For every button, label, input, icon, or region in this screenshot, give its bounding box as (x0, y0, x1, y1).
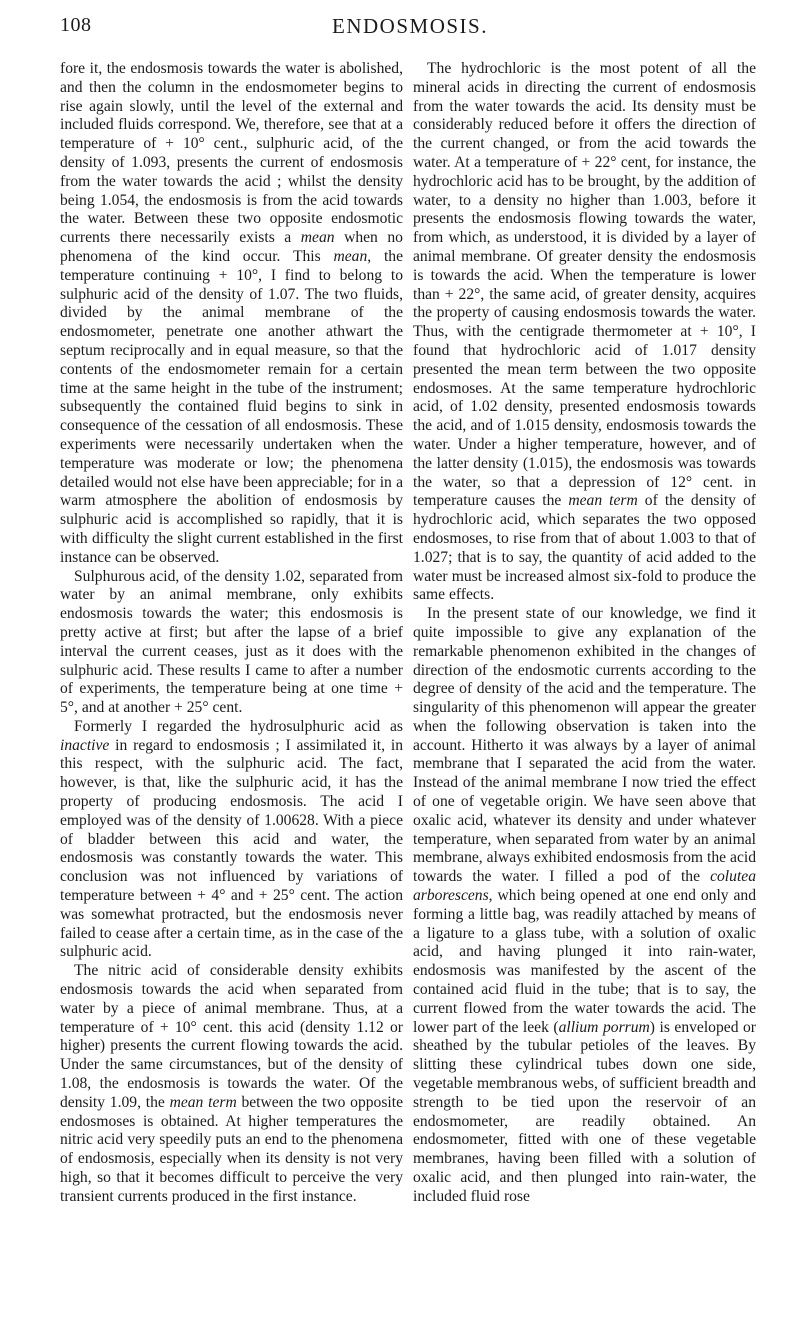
page-number: 108 (60, 14, 92, 36)
left-column (60, 60, 403, 1207)
running-head (60, 14, 760, 48)
paragraph: In the present state of our knowledge, we find it quite impossible to give any explanation of the remarkable phenomenon exhibited in the changes of direction of the endosmotic currents according to the degree of density of the acid and the temperature. The singularity of this phenomenon will appear the greater when the following observation is taken into the account. Hitherto it was always by a layer of animal membrane that I separated the acid from the water. Instead of the animal membrane I now tried the effect of one of vegetable origin. We have seen above that oxalic acid, whatever its density and under whatever temperature, when separated from water by an animal membrane, always exhibited endosmosis from the acid towards the water. I filled a pod of the colutea arborescens, which being opened at one end only and forming a little bag, was readily attached by means of a ligature to a glass tube, with a solution of oxalic acid, and having plunged it into rain-water, endosmosis was manifested by the ascent of the contained acid fluid in the tube; that is to say, the current flowed from the water towards the acid. The lower part of the leek (allium porrum) is enveloped or sheathed by the tubular petioles of the leaves. By slitting these cylindrical tubes down one side, vegetable membranous webs, of sufficient breadth and strength to be tied upon the reservoir of an endosmometer, are readily obtained. An endosmometer, fitted with one of these vegetable membranes, having been filled with a solution of oxalic acid, and then plunged into rain-water, the included fluid rose (413, 605, 757, 1205)
right-column (413, 60, 756, 1207)
paragraph: Sulphurous acid, of the density 1.02, separated from water by an animal membrane, only exhibits endosmosis towards the water; this endosmosis is pretty active at first; but after the lapse of a brief interval the current ceases, just as it does with the sulphuric acid. These results I came to after a number of experiments, the temperature being at one time + 5°, and at another + 25° cent. (60, 567, 403, 717)
paragraph: The nitric acid of considerable density exhibits endosmosis towards the acid when separated from water by a piece of animal membrane. Thus, at a temperature of + 10° cent. this acid (density 1.12 or higher) presents the current flowing towards the acid. Under the same circumstances, but of the density of 1.08, the endosmosis is towards the water. Of the density 1.09, the mean term between the two opposite endosmoses is obtained. At higher temperatures the nitric acid very speedily puts an end to the phenomena of endosmosis, especially when its density is not very high, so that it becomes difficult to perceive the very transient currents produced in the first instance. (60, 962, 403, 1205)
paragraph: fore it, the endosmosis towards the water is abolished, and then the column in the endosmometer begins to rise again slowly, until the level of the external and included fluids correspond. We, therefore, see that at a temperature of + 10° cent., sulphuric acid, of the density of 1.093, presents the current of endosmosis from the water towards the acid ; whilst the density being 1.054, the endosmosis is from the acid towards the water. Between these two opposite endosmotic currents there necessarily exists a mean when no phenomena of the kind occur. This mean, the temperature continuing + 10°, I find to belong to sulphuric acid of the density of 1.07. The two fluids, divided by the animal membrane of the endosmometer, penetrate one another athwart the septum reciprocally and in equal measure, so that the contents of the endosmometer remain for a certain time at the same height in the tube of the instrument; subsequently the contained fluid begins to sink in consequence of the cessation of all endosmosis. These experiments were necessarily undertaken when the temperature was moderate or low; the phenomena detailed would not else have been appreciable; for in a warm atmosphere the abolition of endosmosis by sulphuric acid is accomplished so rapidly, that it is with difficulty the slight current established in the first instance can be observed. (60, 60, 404, 566)
page-title: ENDOSMOSIS. (332, 14, 488, 38)
paragraph: Formerly I regarded the hydrosulphuric acid as inactive in regard to endosmosis ; I assimilated it, in this respect, with the sulphuric acid. The fact, however, is that, like the sulphuric acid, it has the property of producing endosmosis. The acid I employed was of the density of 1.00628. With a piece of bladder between this acid and water, the endosmosis was constantly towards the water. This conclusion was not influenced by variations of temperature between + 4° and + 25° cent. The action was somewhat protracted, but the endosmosis never failed to cease after a certain time, as in the case of the sulphuric acid. (60, 717, 403, 961)
paragraph: The hydrochloric is the most potent of all the mineral acids in directing the current of endosmosis from the water towards the acid. Its density must be considerably reduced before it offers the direction of the current changed, or from the acid towards the water. At a temperature of + 22° cent, for instance, the hydrochloric acid has to be brought, by the addition of water, to a density no higher than 1.003, before it presents the endosmosis flowing towards the water, from which, as understood, it is divided by a layer of animal membrane. Of greater density the endosmosis is towards the acid. When the temperature is lower than + 22°, the same acid, of greater density, acquires the property of causing endosmosis towards the water. Thus, with the centigrade thermometer at + 10°, I found that hydrochloric acid of 1.017 density presented the mean term between the two opposite endosmoses. At the same temperature hydrochloric acid, of 1.02 density, presented endosmosis towards the acid, and of 1.015 density, endosmosis towards the water. Under a higher temperature, however, and of the latter density (1.015), the endosmosis was towards the water, so that a depression of 12° cent. in temperature causes the mean term of the density of hydrochloric acid, which separates the two opposed endosmoses, to rise from that of about 1.003 to that of 1.027; that is to say, the quantity of acid added to the water must be increased almost six-fold to produce the same effects. (413, 60, 756, 604)
